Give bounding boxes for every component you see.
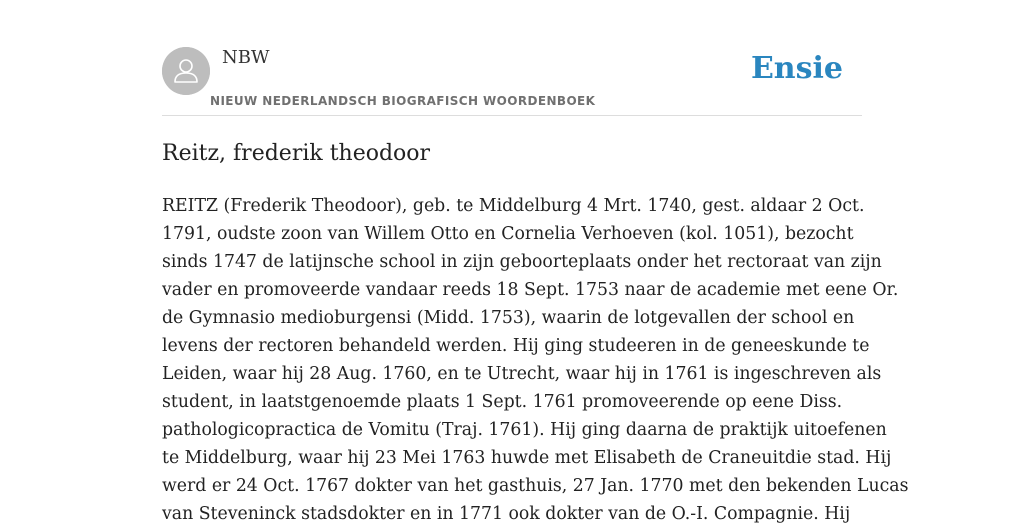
article-line: werd er 24 Oct. 1767 dokter van het gasthuis, 27 Jan. 1770 met den bekenden Lucas (162, 476, 909, 496)
article-line: pathologicopractica de Vomitu (Traj. 1761). Hij ging daarna de praktijk uitoefenen (162, 420, 887, 440)
source-header (162, 0, 862, 116)
source-subtitle: NIEUW NEDERLANDSCH BIOGRAFISCH WOORDENBOEK (210, 94, 596, 108)
user-placeholder-icon (162, 47, 210, 95)
article-line: te Middelburg, waar hij 23 Mei 1763 huwde met Elisabeth de Craneuitdie stad. Hij (162, 448, 892, 468)
article-line: student, in laatstgenoemde plaats 1 Sept. 1761 promoveerende op eene Diss. (162, 392, 843, 412)
article-line: REITZ (Frederik Theodoor), geb. te Middelburg 4 Mrt. 1740, gest. aldaar 2 Oct. (162, 196, 865, 216)
article-line: Leiden, waar hij 28 Aug. 1760, en te Utrecht, waar hij in 1761 is ingeschreven als (162, 364, 882, 384)
article-line: levens der rectoren behandeld werden. Hij ging studeeren in de geneeskunde te (162, 336, 870, 356)
brand-logo[interactable]: Ensie (750, 51, 843, 86)
avatar[interactable] (162, 47, 210, 95)
article-line: sinds 1747 de latijnsche school in zijn geboorteplaats onder het rectoraat van zijn (162, 252, 882, 272)
article-line: 1791, oudste zoon van Willem Otto en Cornelia Verhoeven (kol. 1051), bezocht (162, 224, 854, 244)
article-body (162, 192, 909, 528)
article-line: van Steveninck stadsdokter en in 1771 ook dokter van de O.-I. Compagnie. Hij (162, 504, 851, 524)
article-title: Reitz, frederik theodoor (162, 141, 431, 166)
article-line: de Gymnasio medioburgensi (Midd. 1753), waarin de lotgevallen der school en (162, 308, 855, 328)
source-name[interactable]: NBW (222, 47, 270, 68)
page-container (162, 0, 909, 524)
article-line: vader en promoveerde vandaar reeds 18 Sept. 1753 naar de academie met eene Or. (162, 280, 899, 300)
